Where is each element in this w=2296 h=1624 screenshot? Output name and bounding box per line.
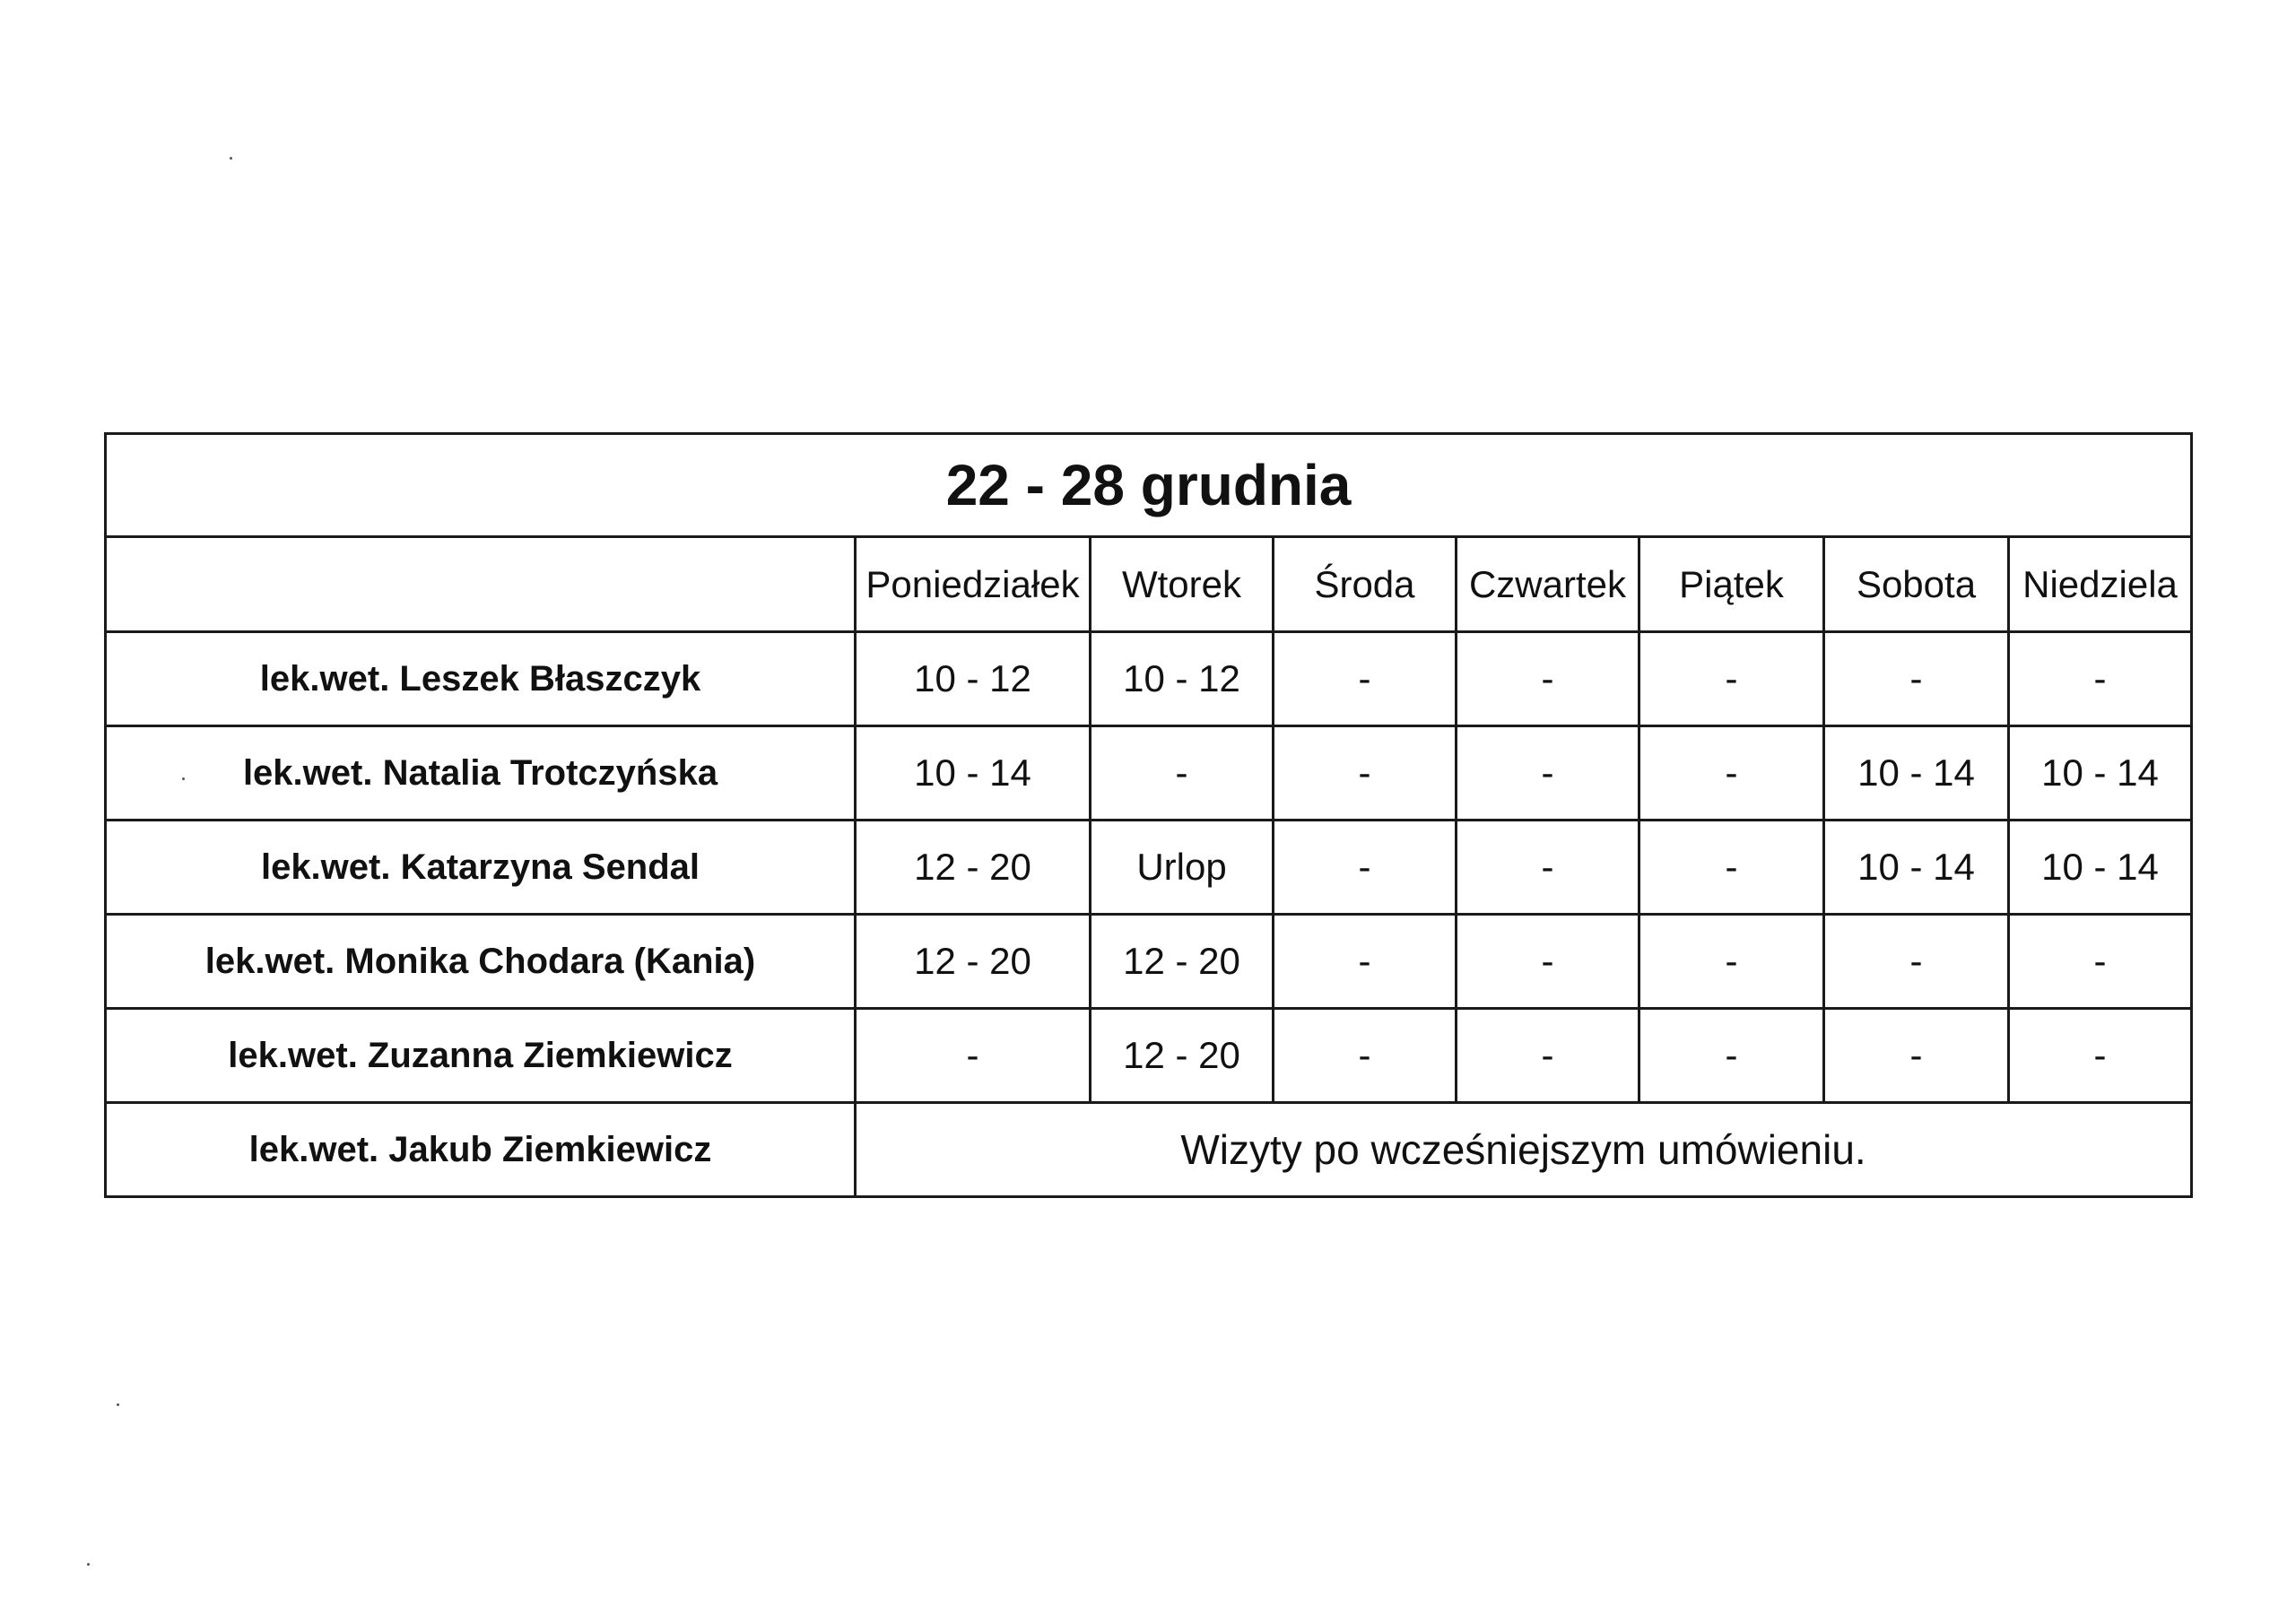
table-row	[106, 632, 2192, 726]
hours-cell: -	[1639, 1009, 1824, 1103]
hours-cell: -	[1824, 632, 2009, 726]
table-row	[106, 915, 2192, 1009]
scan-speck	[230, 157, 232, 160]
hours-cell: -	[1639, 821, 1824, 915]
hours-cell: -	[1274, 1009, 1457, 1103]
day-header-friday: Piątek	[1639, 537, 1824, 632]
vet-name: lek.wet. Zuzanna Ziemkiewicz	[106, 1009, 856, 1103]
hours-cell: -	[1274, 821, 1457, 915]
hours-cell: 12 - 20	[856, 821, 1091, 915]
hours-cell: -	[856, 1009, 1091, 1103]
hours-cell: 10 - 12	[1091, 632, 1274, 726]
schedule-title: 22 - 28 grudnia	[106, 434, 2192, 537]
hours-cell: -	[1824, 1009, 2009, 1103]
day-header-wednesday: Środa	[1274, 537, 1457, 632]
hours-cell: -	[1457, 915, 1639, 1009]
vet-name: lek.wet. Leszek Błaszczyk	[106, 632, 856, 726]
vet-name: lek.wet. Jakub Ziemkiewicz	[106, 1103, 856, 1197]
day-header-tuesday: Wtorek	[1091, 537, 1274, 632]
hours-cell: 10 - 14	[856, 726, 1091, 821]
day-header-sunday: Niedziela	[2009, 537, 2192, 632]
scan-speck	[117, 1403, 119, 1406]
hours-cell: -	[1457, 1009, 1639, 1103]
hours-cell: -	[1639, 632, 1824, 726]
scan-speck	[87, 1563, 90, 1566]
hours-cell: 10 - 14	[2009, 726, 2192, 821]
corner-cell	[106, 537, 856, 632]
header-row	[106, 537, 2192, 632]
vet-name: lek.wet. Katarzyna Sendal	[106, 821, 856, 915]
hours-cell: -	[1457, 632, 1639, 726]
vet-name: lek.wet. Natalia Trotczyńska	[106, 726, 856, 821]
vet-schedule-table	[104, 432, 2193, 1198]
hours-cell: -	[1274, 726, 1457, 821]
hours-cell: -	[1639, 915, 1824, 1009]
hours-cell: -	[1639, 726, 1824, 821]
day-header-monday: Poniedziałek	[856, 537, 1091, 632]
hours-cell: 12 - 20	[1091, 915, 1274, 1009]
hours-cell: 12 - 20	[856, 915, 1091, 1009]
hours-cell: 12 - 20	[1091, 1009, 1274, 1103]
hours-cell: -	[1274, 632, 1457, 726]
hours-cell: -	[2009, 632, 2192, 726]
hours-cell: Urlop	[1091, 821, 1274, 915]
hours-cell: 10 - 14	[1824, 726, 2009, 821]
hours-cell: -	[2009, 915, 2192, 1009]
day-header-saturday: Sobota	[1824, 537, 2009, 632]
appointment-note: Wizyty po wcześniejszym umówieniu.	[856, 1103, 2192, 1197]
hours-cell: 10 - 12	[856, 632, 1091, 726]
day-header-thursday: Czwartek	[1457, 537, 1639, 632]
hours-cell: -	[2009, 1009, 2192, 1103]
hours-cell: 10 - 14	[1824, 821, 2009, 915]
table-row	[106, 1103, 2192, 1197]
hours-cell: -	[1091, 726, 1274, 821]
hours-cell: 10 - 14	[2009, 821, 2192, 915]
table-row	[106, 1009, 2192, 1103]
table-row	[106, 726, 2192, 821]
hours-cell: -	[1457, 821, 1639, 915]
table-row	[106, 821, 2192, 915]
title-row	[106, 434, 2192, 537]
hours-cell: -	[1274, 915, 1457, 1009]
vet-name: lek.wet. Monika Chodara (Kania)	[106, 915, 856, 1009]
hours-cell: -	[1824, 915, 2009, 1009]
hours-cell: -	[1457, 726, 1639, 821]
